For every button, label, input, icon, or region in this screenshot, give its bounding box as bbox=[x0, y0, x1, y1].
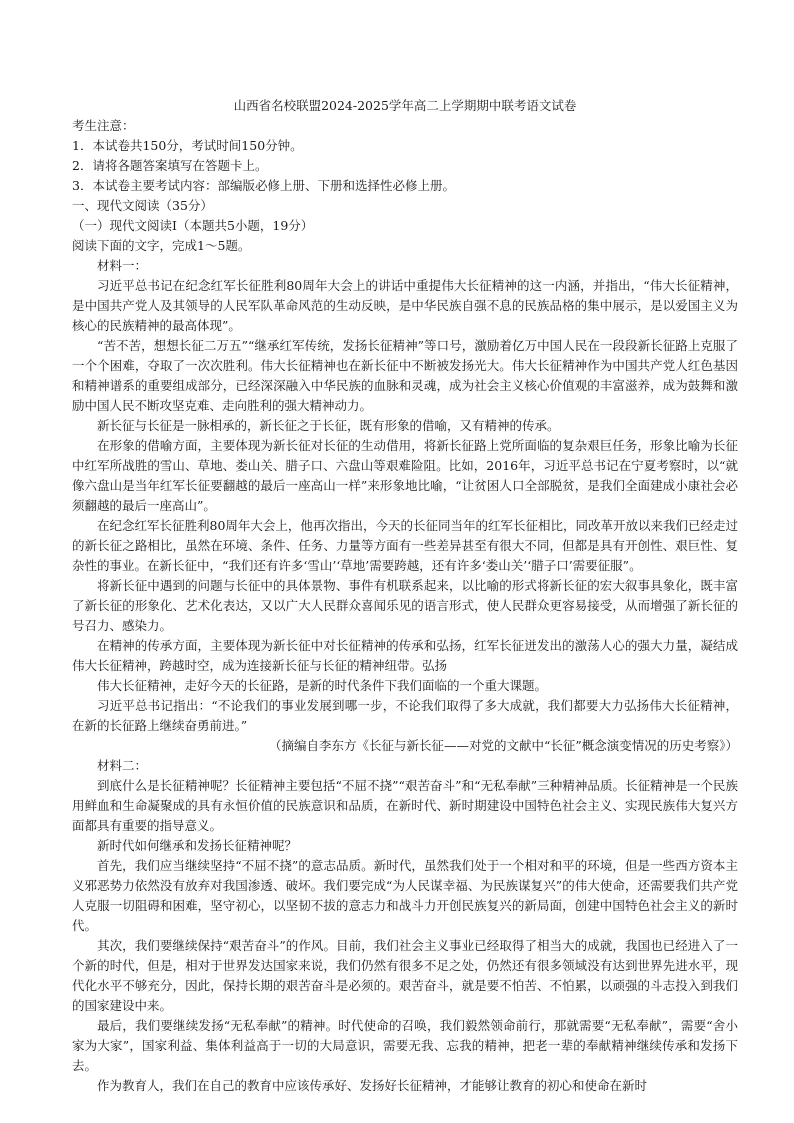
notice-item: 1．本试卷共150分，考试时间150分钟。 bbox=[72, 138, 303, 153]
notice-item: 2．请将各题答案填写在答题卡上。 bbox=[72, 158, 268, 173]
material1-label: 材料一： bbox=[97, 258, 148, 273]
page-title: 山西省名校联盟2024-2025学年高二上学期期中联考语文试卷 bbox=[233, 98, 577, 113]
instruction: 阅读下面的文字，完成1～5题。 bbox=[72, 238, 251, 253]
paragraph: 伟大长征精神，走好今天的长征路，是新的时代条件下我们面临的一个重大课题。 bbox=[97, 678, 548, 693]
paragraph: “苦不苦，想想长征二万五”“继承红军传统，发扬长征精神”等口号，激励着亿万中国人民在一段段新长征路上克服了一个个困难，夺取了一次次胜利。伟大长征精神也在新长征中不断被发扬光大。伟大长征精神作为中国共产党人红色基因和精神谱系的重要组成部分，已经深深融入中华民族的血脉和灵魂，成为社会主义核心价值观的丰富滋养，成为鼓舞和激励中国人民不断攻坚克难、走向胜利的强大精神动力。 bbox=[72, 338, 738, 413]
material2-label: 材料二： bbox=[97, 758, 148, 773]
paragraph: 在纪念红军长征胜利80周年大会上，他再次指出，今天的长征同当年的红军长征相比，同改革开放以来我们已经走过的新长征之路相比，虽然在环境、条件、任务、力量等方面有一些差异甚至有很大不同，但都是具有开创性、艰巨性、复杂性的事业。在新长征中，“我们还有许多‘雪山’‘草地’需要跨越，还有许多‘娄山关’‘腊子口’需要征服”。 bbox=[72, 518, 738, 573]
paragraph: 作为教育人，我们在自己的教育中应该传承好、发扬好长征精神，才能够让教育的初心和使命在新时 bbox=[97, 1078, 648, 1093]
paragraph: 习近平总书记指出：“不论我们的事业发展到哪一步，不论我们取得了多大成就，我们都要大力弘扬伟大长征精神，在新的长征路上继续奋勇前进。” bbox=[72, 698, 738, 733]
paragraph: 在精神的传承方面，主要体现为新长征中对长征精神的传承和弘扬，红军长征迸发出的激荡人心的强大力量，凝结成伟大长征精神，跨越时空，成为连接新长征与长征的精神纽带。弘扬 bbox=[72, 638, 738, 673]
paragraph: 到底什么是长征精神呢？长征精神主要包括“不屈不挠”“艰苦奋斗”和“无私奉献”三种精神品质。长征精神是一个民族用鲜血和生命凝聚成的具有永恒价值的民族意识和品质，在新时代、新时期建设中国特色社会主义、实现民族伟大复兴方面都具有重要的指导意义。 bbox=[72, 778, 738, 833]
paragraph: 最后，我们要继续发扬“无私奉献”的精神。时代使命的召唤，我们毅然领命前行，那就需要“无私奉献”，需要“舍小家为大家”，国家利益、集体利益高于一切的大局意识，需要无我、忘我的精神，把老一辈的奉献精神继续传承和发扬下去。 bbox=[72, 1018, 738, 1073]
section-heading: 一、现代文阅读（35分） bbox=[72, 198, 213, 213]
paragraph: 在形象的借喻方面，主要体现为新长征对长征的生动借用，将新长征路上党所面临的复杂艰巨任务，形象比喻为长征中红军所战胜的雪山、草地、娄山关、腊子口、六盘山等艰难险阻。比如，2016年，习近平总书记在宁夏考察时，以“就像六盘山是当年红军长征要翻越的最后一座高山一样”来形象地比喻，“让贫困人口全部脱贫，是我们全面建成小康社会必须翻越的最后一座高山”。 bbox=[72, 438, 738, 513]
paragraph: 新时代如何继承和发扬长征精神呢？ bbox=[97, 838, 298, 853]
notice-heading: 考生注意： bbox=[72, 118, 135, 133]
paragraph: 将新长征中遇到的问题与长征中的具体景物、事件有机联系起来，以比喻的形式将新长征的宏大叙事具象化，既丰富了新长征的形象化、艺术化表达，又以广大人民群众喜闻乐见的语言形式，使人民群众更容易接受，从而增强了新长征的号召力、感染力。 bbox=[72, 578, 738, 633]
material1-source: （摘编自李东方《长征与新长征——对党的文献中“长征”概念演变情况的历史考察》） bbox=[268, 738, 738, 753]
paragraph: 新长征与长征是一脉相承的，新长征之于长征，既有形象的借喻，又有精神的传承。 bbox=[97, 418, 560, 433]
subsection-heading: （一）现代文阅读Ⅰ（本题共5小题，19分） bbox=[72, 218, 314, 233]
paragraph: 习近平总书记在纪念红军长征胜利80周年大会上的讲话中重提伟大长征精神的这一内涵，并指出，“伟大长征精神，是中国共产党人及其领导的人民军队革命风范的生动反映，是中华民族自强不息的民族品格的集中展示，是以爱国主义为核心的民族精神的最高体现”。 bbox=[72, 278, 738, 333]
paragraph: 其次，我们要继续保持“艰苦奋斗”的作风。目前，我们社会主义事业已经取得了相当大的成就，我国也已经进入了一个新的时代，但是，相对于世界发达国家来说，我们仍然有很多不足之处，仍然还有很多领域没有达到世界先进水平，现代化水平不够充分，因此，保持长期的艰苦奋斗是必须的。艰苦奋斗，就是要不怕苦、不怕累，以顽强的斗志投入到我们的国家建设中来。 bbox=[72, 938, 738, 1013]
paragraph: 首先，我们应当继续坚持“不屈不挠”的意志品质。新时代，虽然我们处于一个相对和平的环境，但是一些西方资本主义邪恶势力依然没有放弃对我国渗透、破坏。我们要完成“为人民谋幸福、为民族谋复兴”的伟大使命，还需要我们共产党人克服一切阻碍和困难，坚守初心，以坚韧不拔的意志力和战斗力开创民族复兴的新局面，创建中国特色社会主义的新时代。 bbox=[72, 858, 738, 933]
notice-item: 3．本试卷主要考试内容：部编版必修上册、下册和选择性必修上册。 bbox=[72, 178, 455, 193]
